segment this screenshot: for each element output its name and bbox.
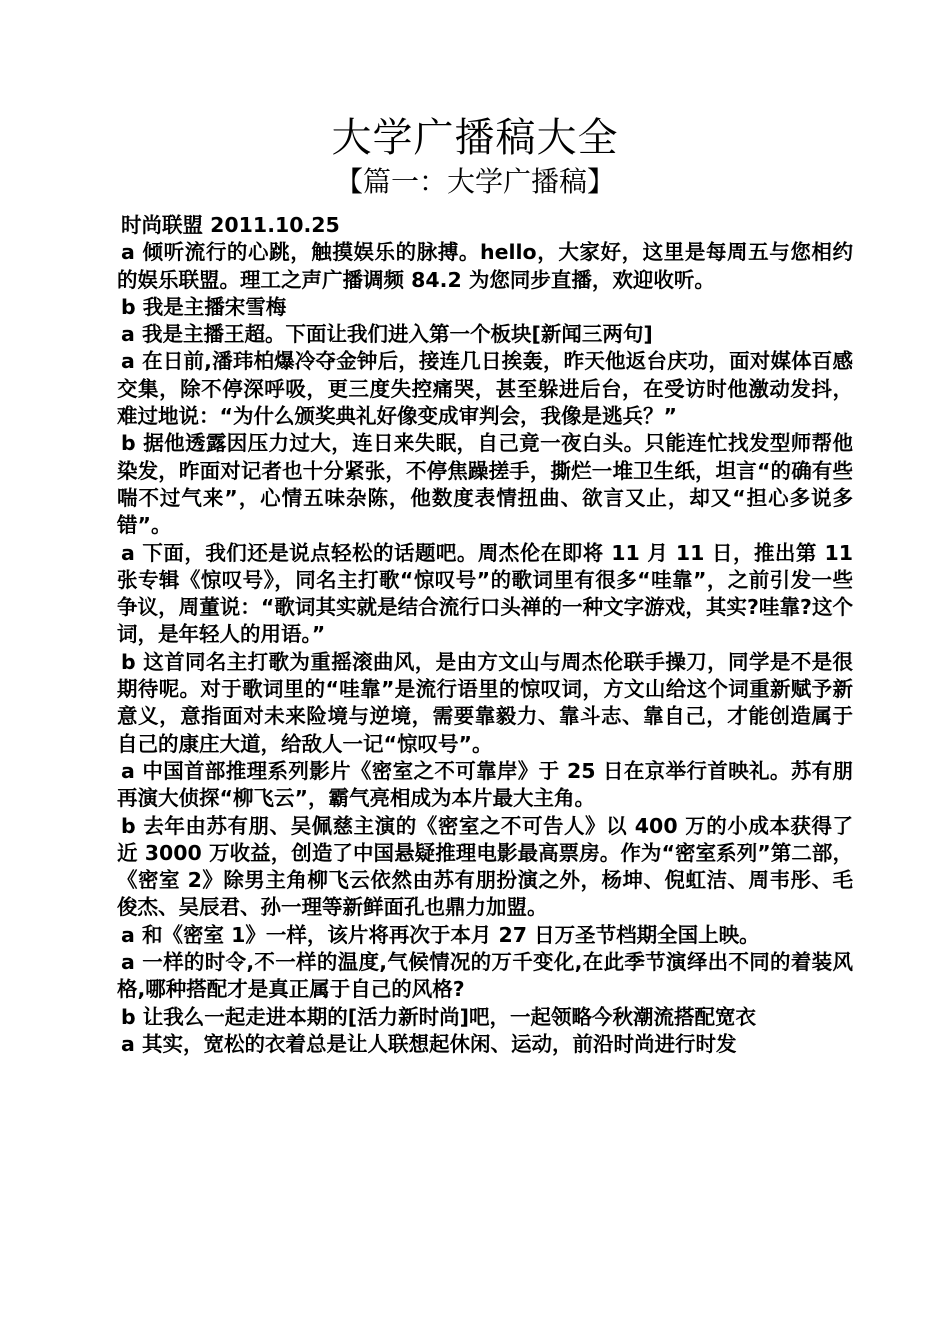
paragraph: a 我是主播王超。下面让我们进入第一个板块[新闻三两句] bbox=[121, 322, 653, 347]
paragraph: a 一样的时令,不一样的温度,气候情况的万千变化,在此季节演绎出不同的着装风格,哪种搭配才是真正属于自己的风格? bbox=[117, 950, 853, 1002]
paragraph-header: 时尚联盟 2011.10.25 bbox=[121, 213, 340, 237]
paragraph: a 和《密室 1》一样，该片将再次于本月 27 日万圣节档期全国上映。 bbox=[121, 922, 760, 947]
paragraph: b 我是主播宋雪梅 bbox=[121, 294, 287, 319]
paragraph: a 倾听流行的心跳，触摸娱乐的脉搏。hello，大家好，这里是每周五与您相约的娱乐联盟。理工之声广播调频 84.2 为您同步直播，欢迎收听。 bbox=[117, 240, 853, 292]
article-body bbox=[117, 212, 853, 1058]
paragraph: a 下面，我们还是说点轻松的话题吧。周杰伦在即将 11 月 11 日，推出第 11 张专辑《惊叹号》，同名主打歌“惊叹号”的歌词里有很多“哇靠”，之前引发一些争议，周董说：“歌词其实就是结合流行口头禅的一种文字游戏，其实?哇靠?这个词，是年轻人的用语。” bbox=[117, 540, 853, 647]
paragraph: b 让我么一起走进本期的[活力新时尚]吧，一起领略今秋潮流搭配宽衣 bbox=[121, 1004, 757, 1029]
paragraph: b 去年由苏有朋、吴佩慈主演的《密室之不可告人》以 400 万的小成本获得了近 3000 万收益，创造了中国悬疑推理电影最高票房。作为“密室系列”第二部，《密室 2》除男主角柳飞云依然由苏有朋扮演之外，杨坤、倪虹洁、周韦彤、毛俊杰、吴辰君、孙一理等新鲜面孔也鼎力加盟。 bbox=[117, 813, 853, 920]
paragraph: a 中国首部推理系列影片《密室之不可靠岸》于 25 日在京举行首映礼。苏有朋再演大侦探“柳飞云”，霸气亮相成为本片最大主角。 bbox=[117, 758, 853, 811]
paragraph: b 据他透露因压力过大，连日来失眠，自己竟一夜白头。只能连忙找发型师帮他染发，昨面对记者也十分紧张，不停焦躁搓手，撕烂一堆卫生纸，坦言“的确有些喘不过气来”，心情五味杂陈，他数度表情扭曲、欲言又止，却又“担心多说多错”。 bbox=[117, 431, 853, 538]
paragraph: b 这首同名主打歌为重摇滚曲风，是由方文山与周杰伦联手操刀，同学是不是很期待呢。对于歌词里的“哇靠”是流行语里的惊叹词，方文山给这个词重新赋予新意义，意指面对未来险境与逆境，需要靠毅力、靠斗志、靠自己，才能创造属于自己的康庄大道，给敌人一记“惊叹号”。 bbox=[117, 649, 853, 756]
page-title: 大学广播稿大全 bbox=[331, 115, 619, 161]
paragraph: a 其实，宽松的衣着总是让人联想起休闲、运动，前沿时尚进行时发 bbox=[121, 1031, 737, 1056]
paragraph: a 在日前,潘玮柏爆冷夺金钟后，接连几日挨轰，昨天他返台庆功，面对媒体百感交集，除不停深呼吸，更三度失控痛哭，甚至躲进后台，在受访时他激动发抖，难过地说：“为什么颁奖典礼好像变成审判会，我像是逃兵？” bbox=[117, 349, 853, 429]
section-subtitle: 【篇一：大学广播稿】 bbox=[334, 165, 615, 198]
